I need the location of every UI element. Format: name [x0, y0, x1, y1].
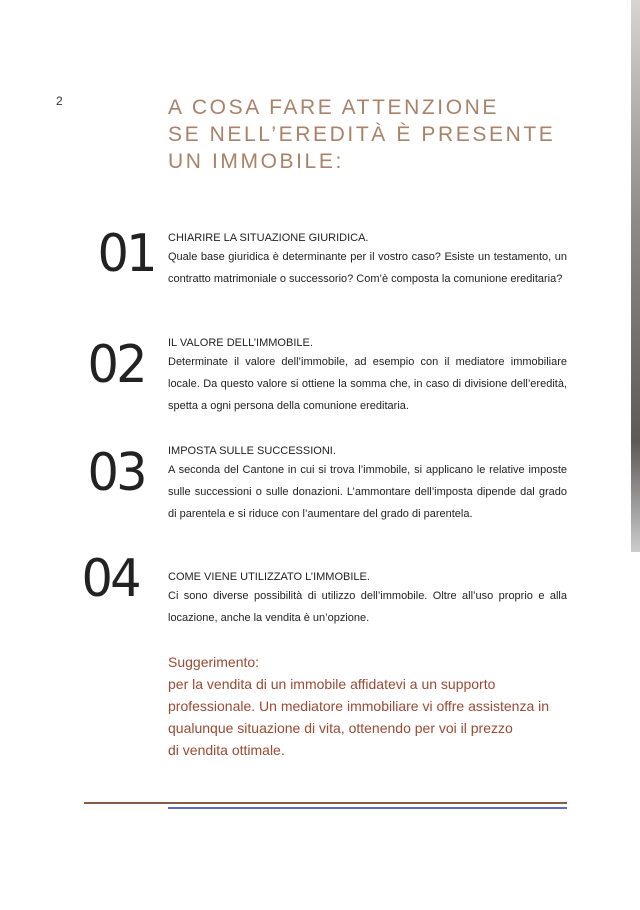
- section-body: Quale base giuridica è determinante per il vostro caso? Esiste un testamento, un contratto matrimoniale o successorio? Com’è composta la comunione ereditaria?: [168, 251, 567, 285]
- section-number: 04: [81, 549, 139, 609]
- section-body: Ci sono diverse possibilità di utilizzo dell’immobile. Oltre all’uso proprio e alla locazione, anche la vendita è un’opzione.: [168, 590, 567, 624]
- divider-blue: [168, 807, 567, 809]
- suggestion-line: qualunque situazione di vita, ottenendo per voi il prezzo: [168, 720, 513, 736]
- section-body: Determinate il valore dell’immobile, ad esempio con il mediatore immobiliare locale. Da questo valore si ottiene la somma che, in caso di divisione dell’eredità, spetta a ogni persona della comunione ereditaria.: [168, 356, 567, 412]
- photo-edge: [631, 0, 640, 552]
- page-number: 2: [56, 94, 63, 108]
- section-heading: IMPOSTA SULLE SUCCESSIONI.: [168, 445, 336, 457]
- divider-brown: [84, 802, 567, 804]
- title-line: UN IMMOBILE:: [168, 150, 344, 173]
- section-number: 01: [97, 224, 155, 284]
- suggestion-label: Suggerimento:: [168, 654, 260, 670]
- section-number: 02: [87, 335, 145, 395]
- suggestion-line: di vendita ottimale.: [168, 742, 285, 758]
- page-title: [168, 94, 555, 175]
- suggestion-box: [168, 651, 588, 761]
- section-body: A seconda del Cantone in cui si trova l’immobile, si applicano le relative imposte sulle successioni o sulle donazioni. L’ammontare dell’imposta dipende dal grado di parentela e si riduce con l’aumentare del grado di parentela.: [168, 464, 567, 520]
- suggestion-line: per la vendita di un immobile affidatevi a un supporto: [168, 676, 496, 692]
- suggestion-line: professionale. Un mediatore immobiliare vi offre assistenza in: [168, 698, 550, 714]
- title-line: SE NELL’EREDITÀ È PRESENTE: [168, 123, 556, 146]
- section-heading: CHIARIRE LA SITUAZIONE GIURIDICA.: [168, 232, 369, 244]
- section-number: 03: [87, 443, 145, 503]
- section-heading: IL VALORE DELL’IMMOBILE.: [168, 337, 313, 349]
- title-line: A COSA FARE ATTENZIONE: [168, 96, 500, 119]
- section-heading: COME VIENE UTILIZZATO L’IMMOBILE.: [168, 571, 370, 583]
